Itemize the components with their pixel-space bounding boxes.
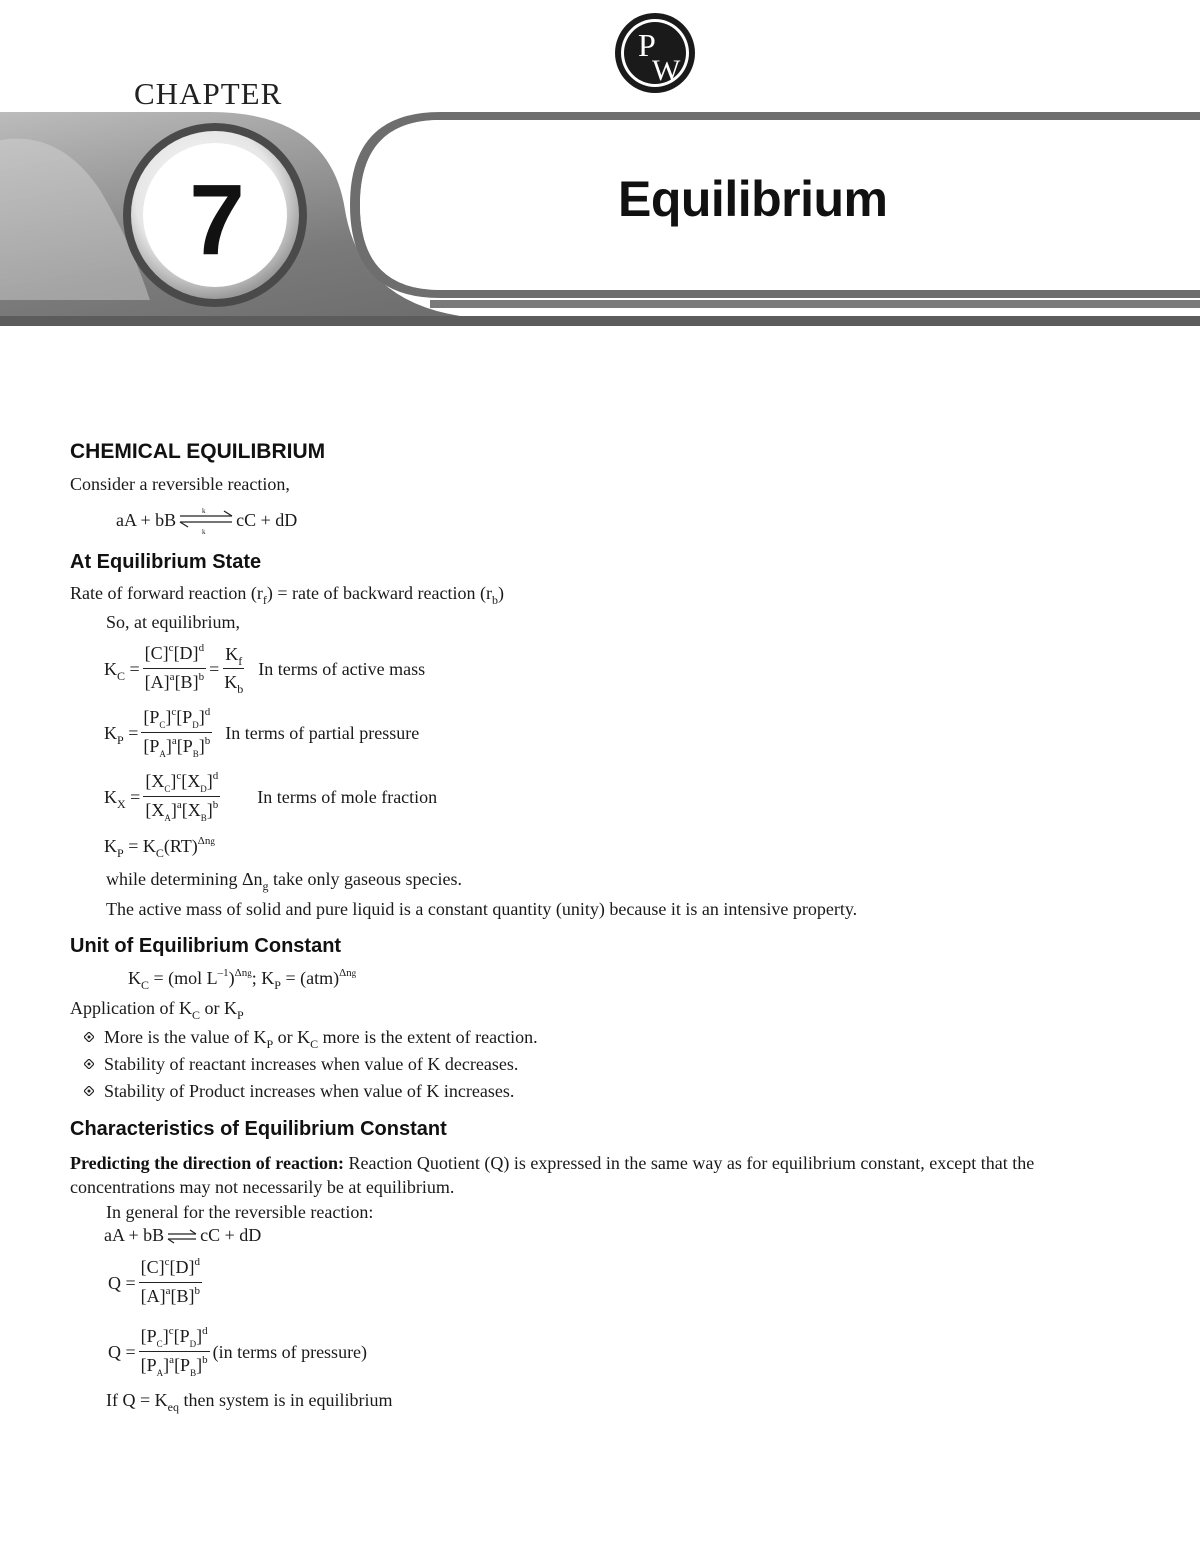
unit-equation: $K_C = (mol$ $L^{-1})^{\Delta ng}$; $K_P = (atm)^{\Delta ng}$ — [128, 967, 357, 992]
equilibrium-arrows-icon — [166, 1228, 198, 1244]
reaction-equation — [116, 505, 297, 535]
bullet-item: More is the value of $K_P$ or $K_C$ more is the extent of reaction. — [84, 1026, 538, 1050]
kf-label: k — [202, 507, 206, 515]
kx-label: In terms of mole fraction — [257, 786, 438, 807]
app-text-b: or K — [200, 998, 237, 1018]
rate-sub-b: b — [491, 593, 498, 607]
chapter-number: 7 — [189, 164, 245, 276]
section-heading-unit: Unit of Equilibrium Constant — [70, 935, 342, 957]
pressure-note: (in terms of pressure) — [212, 1341, 368, 1362]
bullet-item: Stability of reactant increases when value of K decreases. — [84, 1053, 518, 1075]
diamond-bullet-icon — [84, 1032, 94, 1042]
kc-equation: $K_C$ = $\frac{[C]^c[D]^d}{[A]^a[B]^b}$ = $\frac{K_f}{K_b}$ In terms of active mass — [104, 642, 426, 696]
kp-kc-relation: $K_P = K_C(RT)^{\Delta ng}$ — [104, 835, 215, 860]
section-heading-equilibrium-state: At Equilibrium State — [70, 551, 262, 573]
rate-sub-f: f — [262, 593, 267, 607]
svg-text:W: W — [652, 54, 681, 87]
bold-lead: Predicting the direction of reaction: — [70, 1153, 344, 1173]
direction-paragraph-line2: concentrations may not necessarily be at equilibrium. — [70, 1177, 455, 1197]
reaction-equation-2: aA + bB cC + dD — [104, 1225, 262, 1245]
equilibrium-condition: If $Q = K_{eq}$ then system is in equilibrium — [106, 1390, 393, 1414]
kp-label: In terms of partial pressure — [225, 722, 420, 743]
kb-label: k — [202, 528, 206, 535]
note-gaseous — [106, 868, 462, 892]
general-text: In general for the reversible reaction: — [106, 1202, 374, 1222]
equilibrium-arrows-icon — [178, 505, 234, 535]
application-text: Application of $K_C$ or $K_P$ — [70, 998, 244, 1022]
note-active-mass: The active mass of solid and pure liquid is a constant quantity (unity) because it is an intensive property. — [106, 899, 858, 919]
note1-sub: g — [262, 879, 269, 893]
kp-equation: $K_P$ = $\frac{[P_C]^c[P_D]^d}{[P_A]^a[P_B]^b}$ In terms of partial pressure — [104, 706, 420, 759]
svg-text:P: P — [638, 27, 656, 63]
so-at-equilibrium: So, at equilibrium, — [106, 612, 240, 632]
kc-label: In terms of active mass — [258, 658, 426, 679]
pw-logo-icon — [612, 12, 698, 94]
chapter-title: Equilibrium — [618, 171, 888, 227]
rate-text-mid: ) = rate of backward reaction (r — [266, 583, 492, 603]
direction-paragraph-line1: Predicting the direction of reaction: Reaction Quotient (Q) is expressed in the same way as for equilibrium constant, except that the — [70, 1153, 1035, 1173]
rate-text-end: ) — [497, 583, 504, 603]
rate-statement — [70, 582, 504, 606]
kx-equation: $K_X$ = $\frac{[X_C]^c[X_D]^d}{[X_A]^a[X_B]^b}$ In terms of mole fraction — [104, 770, 438, 823]
chapter-label: CHAPTER — [134, 76, 283, 111]
q-concentration-equation: Q = $\frac{[C]^c[D]^d}{[A]^a[B]^b}$ — [108, 1256, 201, 1306]
diamond-bullet-icon — [84, 1086, 94, 1096]
note1-a: while determining Δn — [106, 869, 263, 889]
q-pressure-equation: Q = $\frac{[P_C]^c[P_D]^d}{[P_A]^a[P_B]^b}$ (in terms of pressure) — [108, 1325, 368, 1378]
rate-text-start: Rate of forward reaction (r — [70, 583, 263, 603]
section-heading-characteristics: Characteristics of Equilibrium Constant — [70, 1118, 447, 1140]
reaction-right: cC + dD — [236, 509, 298, 530]
app-text-a: Application of K — [70, 998, 192, 1018]
reaction-left: aA + bB — [116, 509, 177, 530]
bullet-item: Stability of Product increases when value of K increases. — [84, 1080, 514, 1102]
intro-text: Consider a reversible reaction, — [70, 474, 290, 494]
diamond-bullet-icon — [84, 1059, 94, 1069]
note1-b: take only gaseous species. — [268, 869, 462, 889]
section-heading-chemical-equilibrium: CHEMICAL EQUILIBRIUM — [70, 440, 326, 463]
